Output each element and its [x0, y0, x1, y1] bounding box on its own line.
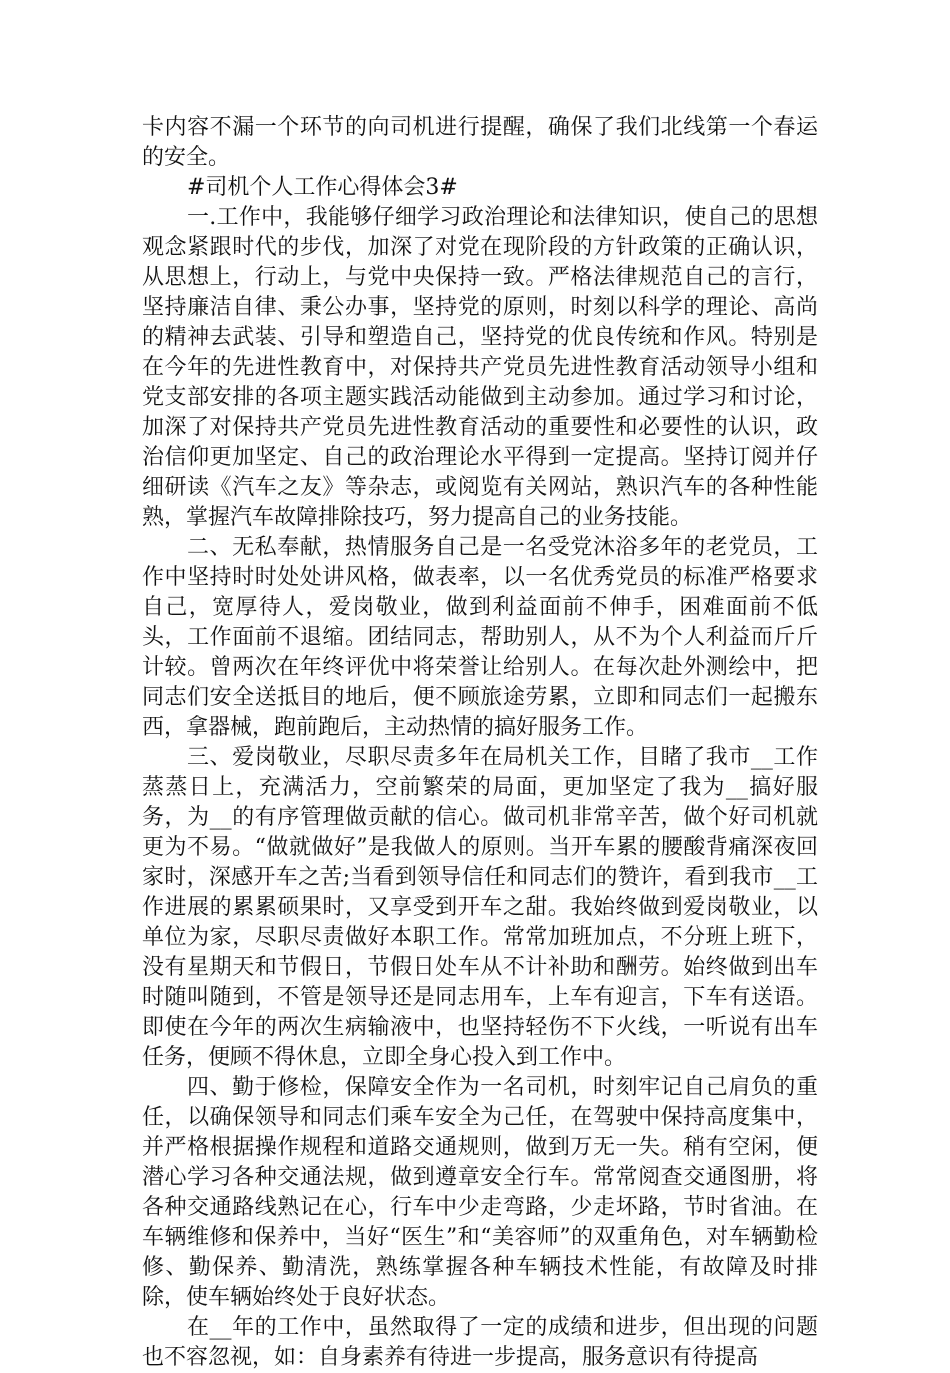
document-page: [142, 113, 818, 1373]
paragraph-shortcomings: 在__年的工作中，虽然取得了一定的成绩和进步，但出现的问题也不容忽视，如：自身素养有待进一步提高，服务意识有待提高: [142, 1315, 818, 1370]
paragraph-maintenance-safety: 四、勤于修检，保障安全作为一名司机，时刻牢记自己肩负的重任，以确保领导和同志们乘车安全为己任，在驾驶中保持高度集中，并严格根据操作规程和道路交通规则，做到万无一失。稍有空闲，便潜心学习各种交通法规，做到遵章安全行车。常常阅查交通图册，将各种交通路线熟记在心，行车中少走弯路，少走坏路，节时省油。在车辆维修和保养中，当好“医生”和“美容师”的双重角色，对车辆勤检修、勤保养、勤清洗，熟练掌握各种车辆技术性能，有故障及时排除，使车辆始终处于良好状态。: [142, 1075, 818, 1310]
continued-paragraph: 卡内容不漏一个环节的向司机进行提醒，确保了我们北线第一个春运的安全。: [142, 115, 818, 170]
paragraph-political-study: 一.工作中，我能够仔细学习政治理论和法律知识，使自己的思想观念紧跟时代的步伐，加深了对党在现阶段的方针政策的正确认识，从思想上，行动上，与党中央保持一致。严格法律规范自己的言行，坚持廉洁自律、秉公办事，坚持党的原则，时刻以科学的理论、高尚的精神去武装、引导和塑造自己，坚持党的优良传统和作风。特别是在今年的先进性教育中，对保持共产党员先进性教育活动领导小组和党支部安排的各项主题实践活动能做到主动参加。通过学习和讨论，加深了对保持共产党员先进性教育活动的重要性和必要性的认识，政治信仰更加坚定、自己的政治理论水平得到一定提高。坚持订阅并仔细研读《汽车之友》等杂志，或阅览有关网站，熟识汽车的各种性能熟，掌握汽车故障排除技巧，努力提高自己的业务技能。: [142, 205, 818, 530]
section-heading: #司机个人工作心得体会3#: [187, 175, 458, 200]
paragraph-selfless-service: 二、无私奉献，热情服务自己是一名受党沐浴多年的老党员，工作中坚持时时处处讲风格，做表率，以一名优秀党员的标准严格要求自己，宽厚待人，爱岗敬业，做到利益面前不伸手，困难面前不低头，工作面前不退缩。团结同志，帮助别人，从不为个人利益而斤斤计较。曾两次在年终评优中将荣誉让给别人。在每次赴外测绘中，把同志们安全送抵目的地后，便不顾旅途劳累，立即和同志们一起搬东西，拿器械，跑前跑后，主动热情的搞好服务工作。: [142, 535, 818, 740]
paragraph-dedication: 三、爱岗敬业，尽职尽责多年在局机关工作，目睹了我市__工作蒸蒸日上，充满活力，空前繁荣的局面，更加坚定了我为__搞好服务，为__的有序管理做贡献的信心。做司机非常辛苦，做个好司机就更为不易。“做就做好”是我做人的原则。当开车累的腰酸背痛深夜回家时，深感开车之苦;当看到领导信任和同志们的赞许，看到我市__工作进展的累累硕果时，又享受到开车之甜。我始终做到爱岗敬业，以单位为家，尽职尽责做好本职工作。常常加班加点，不分班上班下，没有星期天和节假日，节假日处车从不计补助和酬劳。始终做到出车时随叫随到，不管是领导还是同志用车，上车有迎言，下车有送语。即使在今年的两次生病输液中，也坚持轻伤不下火线，一听说有出车任务，便顾不得休息，立即全身心投入到工作中。: [142, 745, 818, 1070]
